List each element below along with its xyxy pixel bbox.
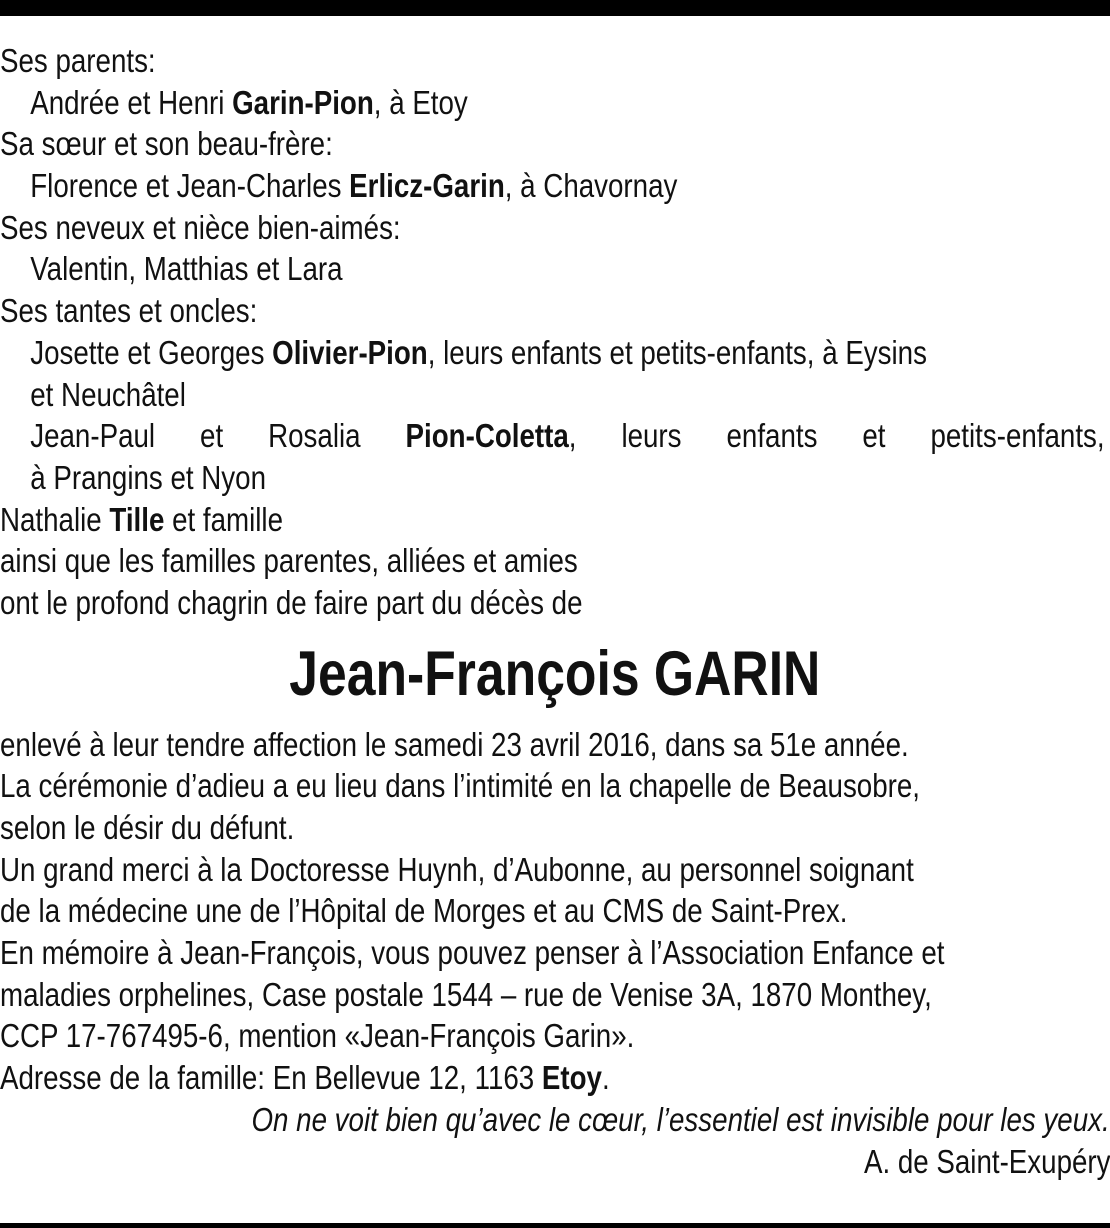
body-line-6: En mémoire à Jean-François, vous pouvez penser à l’Association Enfance et — [0, 934, 945, 972]
top-rule — [0, 0, 1110, 16]
body-line-3: selon le désir du défunt. — [0, 809, 295, 846]
body-line-1: enlevé à leur tendre affection le samedi 23 avril 2016, dans sa 51e année. — [0, 725, 909, 763]
body-line-5: de la médecine une de l’Hôpital de Morges et au CMS de Saint-Prex. — [0, 892, 848, 930]
bottom-rule — [0, 1223, 1110, 1228]
aunt1-surname: Olivier-Pion — [272, 333, 428, 371]
aunt1-continuation: et Neuchâtel — [30, 375, 186, 413]
aunt1-line — [0, 332, 1110, 374]
aunt2-first-names: Jean-Paul et Rosalia — [30, 417, 406, 455]
quote-author-text: A. de Saint-Exupéry — [863, 1142, 1110, 1180]
friend-first-name: Nathalie — [0, 500, 110, 538]
address-town: Etoy — [541, 1059, 602, 1097]
body-line-2: La cérémonie d’adieu a eu lieu dans l’intimité en la chapelle de Beausobre, — [0, 767, 920, 805]
families-line: ainsi que les familles parentes, alliées et amies — [0, 542, 578, 580]
body-line-8: CCP 17-767495-6, mention «Jean-François Garin». — [0, 1017, 635, 1055]
parents-heading: Ses parents: — [0, 42, 156, 79]
parents-surname: Garin-Pion — [232, 83, 374, 121]
address-text: Adresse de la famille: En Bellevue 12, 1163 — [0, 1059, 542, 1097]
sister-line — [0, 165, 1110, 207]
obituary-notice — [0, 40, 1110, 1182]
deceased-name — [0, 624, 1110, 724]
sister-heading: Sa sœur et son beau-frère: — [0, 125, 333, 163]
announce-line: ont le profond chagrin de faire part du décès de — [0, 583, 583, 621]
sister-first-names: Florence et Jean-Charles — [30, 167, 350, 205]
address-period: . — [601, 1059, 610, 1097]
quote-text: On ne voit bien qu’avec le cœur, l’essentiel est invisible pour les yeux. — [251, 1100, 1110, 1138]
family-address — [0, 1057, 1110, 1099]
aunt2-details: , leurs enfants et petits-enfants, — [568, 417, 1105, 455]
friend-family: et famille — [164, 500, 283, 538]
aunts-heading: Ses tantes et oncles: — [0, 292, 258, 330]
friend-line — [0, 499, 1110, 541]
deceased-name-text: Jean-François GARIN — [289, 638, 821, 709]
nephews-heading: Ses neveux et nièce bien-aimés: — [0, 208, 401, 246]
aunt2-continuation: à Prangins et Nyon — [30, 458, 267, 496]
sister-surname: Erlicz-Garin — [349, 167, 505, 205]
aunt2-line — [0, 415, 1105, 457]
aunt2-surname: Pion-Coletta — [405, 417, 569, 455]
quote-author — [0, 1141, 1110, 1183]
aunt1-details: , leurs enfants et petits-enfants, à Eysins — [427, 333, 927, 371]
parents-line — [0, 82, 1110, 124]
parents-first-names: Andrée et Henri — [30, 83, 233, 121]
body-line-4: Un grand merci à la Doctoresse Huynh, d’Aubonne, au personnel soignant — [0, 850, 914, 888]
sister-location: , à Chavornay — [504, 167, 678, 205]
closing-quote — [0, 1099, 1110, 1141]
aunt1-first-names: Josette et Georges — [30, 333, 273, 371]
parents-location: , à Etoy — [373, 83, 468, 121]
friend-surname: Tille — [109, 500, 165, 538]
nephews-line: Valentin, Matthias et Lara — [30, 250, 343, 288]
body-line-7: maladies orphelines, Case postale 1544 – rue de Venise 3A, 1870 Monthey, — [0, 975, 932, 1013]
